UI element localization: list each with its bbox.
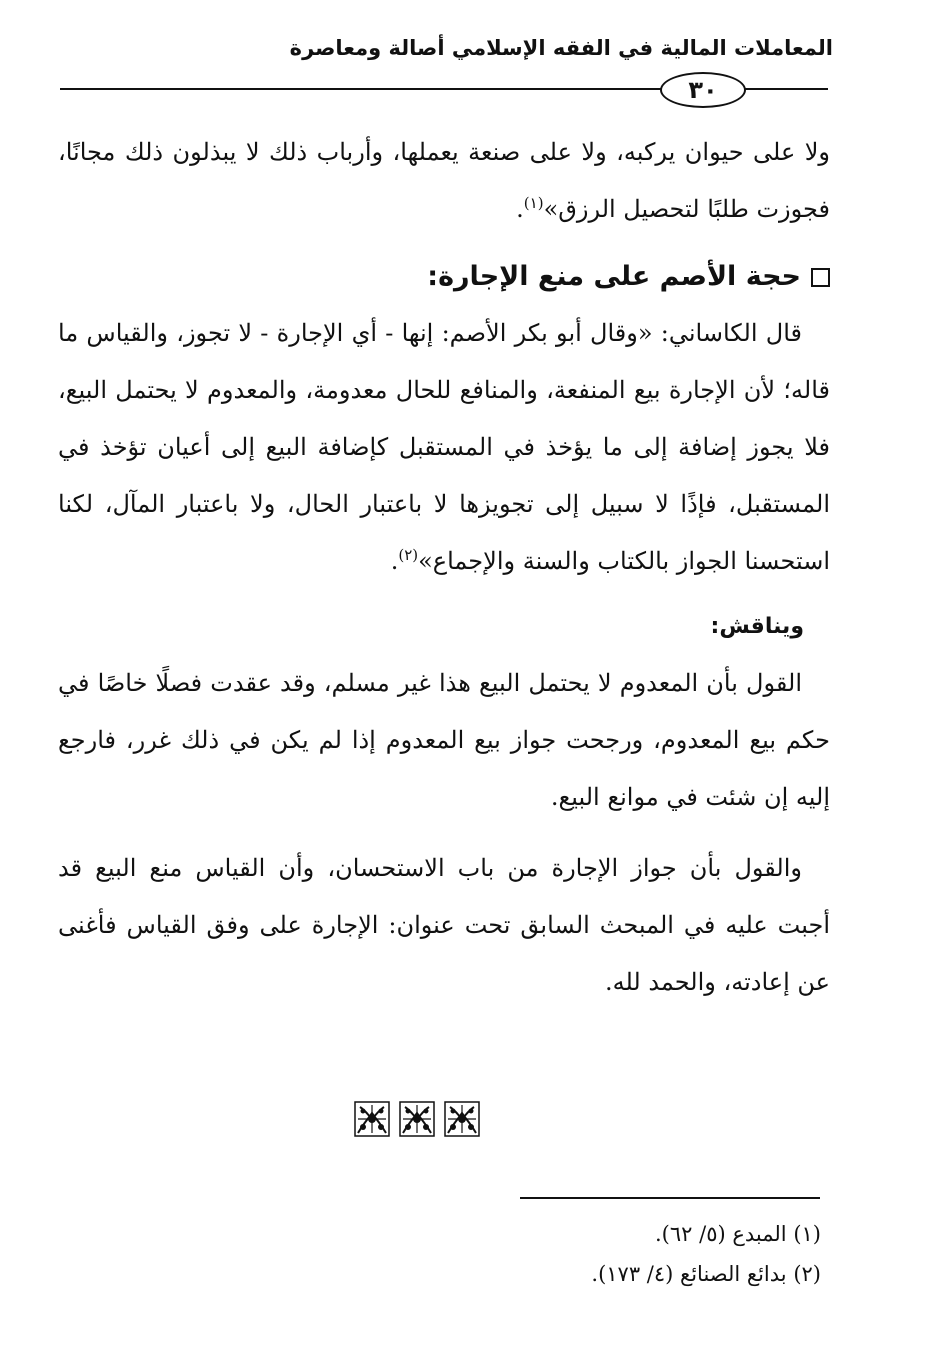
footnote-rule bbox=[520, 1197, 820, 1199]
footnote-marker: (٢) bbox=[793, 1262, 821, 1286]
footnote-item bbox=[591, 1214, 821, 1254]
section-heading bbox=[58, 248, 830, 305]
footnote-text: بدائع الصنائع (٤/ ١٧٣). bbox=[591, 1262, 787, 1286]
paragraph-quote bbox=[58, 305, 830, 590]
footnote-ref-2: (٢) bbox=[398, 546, 419, 564]
footnote-ref-1: (١) bbox=[523, 194, 544, 212]
floral-ornament-icon bbox=[352, 1098, 482, 1140]
footnotes bbox=[591, 1214, 821, 1294]
paragraph-end-mark: . bbox=[390, 547, 399, 575]
paragraph-text: ولا على حيوان يركبه، ولا على صنعة يعملها، وأرباب ذلك لا يبذلون ذلك مجانًا، فجوزت طلبًا لتحصيل الرزق» bbox=[58, 138, 830, 223]
discussion-heading: ويناقش: bbox=[710, 614, 804, 639]
paragraph-continuation bbox=[58, 124, 830, 238]
page-number: ٣٠ bbox=[660, 72, 746, 108]
footnote-item bbox=[591, 1254, 821, 1294]
paragraph-text: قال الكاساني: «وقال أبو بكر الأصم: إنها - أي الإجارة - لا تجوز، والقياس ما قاله؛ لأن الإجارة بيع المنفعة، والمنافع للحال معدومة، والمعدوم لا يحتمل البيع، فلا يجوز إضافة إلى ما يؤخذ في المستقبل كإضافة البيع إلى أعيان تؤخذ في المستقبل، فإذًا لا سبيل إلى تجويزها لا باعتبار الحال، ولا باعتبار المآل، لكنا استحسنا الجواز بالكتاب والسنة والإجماع» bbox=[58, 319, 830, 575]
checkbox-square-icon bbox=[811, 268, 830, 287]
footnote-text: المبدع (٥/ ٦٢). bbox=[655, 1222, 787, 1246]
paragraph-discussion-1: القول بأن المعدوم لا يحتمل البيع هذا غير مسلم، وقد عقدت فصلًا خاصًا في حكم بيع المعدوم، ورجحت جواز بيع المعدوم إذا لم يكن في ذلك غرر، فارجع إليه إن شئت في موانع البيع. bbox=[58, 669, 830, 811]
paragraph-end-mark: . bbox=[516, 195, 524, 223]
section-heading-text: حجة الأصم على منع الإجارة: bbox=[427, 261, 801, 292]
footnote-marker: (١) bbox=[793, 1222, 821, 1246]
running-head: المعاملات المالية في الفقه الإسلامي أصالة ومعاصرة bbox=[289, 36, 833, 60]
paragraph-discussion-2: والقول بأن جواز الإجارة من باب الاستحسان، وأن القياس منع البيع قد أجبت عليه في المبحث السابق تحت عنوان: الإجارة على وفق القياس فأغنى عن إعادته، والحمد لله. bbox=[58, 854, 830, 996]
body-text bbox=[58, 124, 830, 1011]
